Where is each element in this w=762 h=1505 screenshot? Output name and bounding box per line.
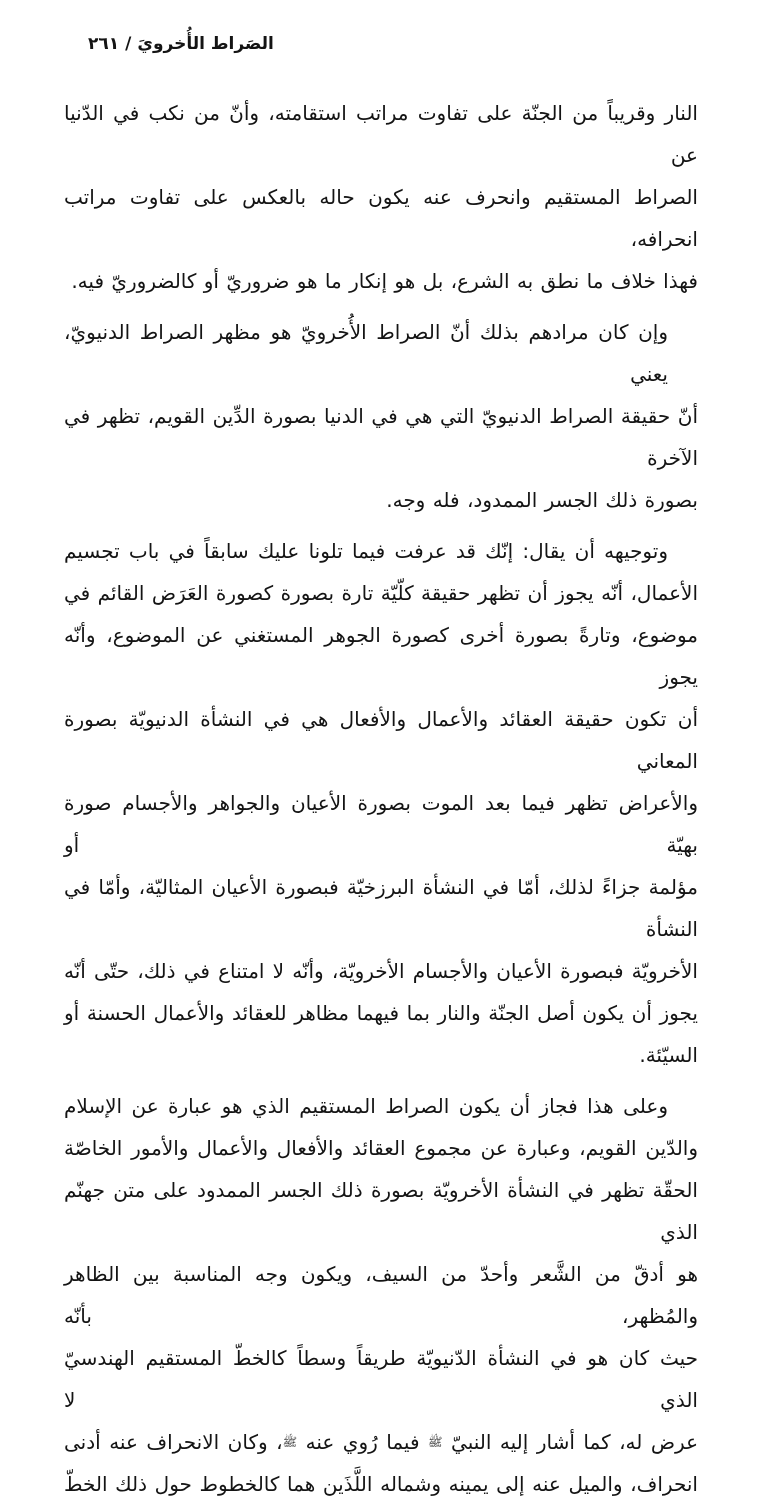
chapter-title: الصَراط الأُخرويَ xyxy=(137,34,274,54)
page-number: ٢٦١ xyxy=(88,34,120,54)
text-line: الحقّة تظهر في النشأة الأخرويّة بصورة ذلك الجسر الممدود على متن جهنّم الذي xyxy=(64,1178,698,1244)
header-separator: / xyxy=(125,34,132,54)
text-line: أن تكون حقيقة العقائد والأعمال والأفعال هي في النشأة الدنيويّة بصورة المعاني xyxy=(64,707,698,773)
text-line: والأعراض تظهر فيما بعد الموت بصورة الأعيان والجواهر والأجسام صورة بهيّة أو xyxy=(64,791,698,857)
paragraph xyxy=(64,92,698,302)
text-line: الصراط المستقيم وانحرف عنه يكون حاله بالعكس على تفاوت مراتب انحرافه، xyxy=(64,185,698,251)
body-text xyxy=(64,92,698,1505)
text-line: وإن كان مرادهم بذلك أنّ الصراط الأُخرويّ هو مظهر الصراط الدنيويّ، يعني xyxy=(64,320,668,386)
running-header xyxy=(64,34,698,54)
text-line: الأعمال، أنّه يجوز أن تظهر حقيقة كلّيّة تارة بصورة كصورة العَرَض القائم في xyxy=(64,581,698,605)
text-line: السيّئة. xyxy=(639,1043,698,1067)
paragraph xyxy=(64,1085,698,1505)
text-line: فهذا خلاف ما نطق به الشرع، بل هو إنكار ما هو ضروريّ أو كالضروريّ فيه. xyxy=(71,269,698,293)
prophet-honorific-icon: ﷺ xyxy=(428,1435,443,1449)
text-line: أنّ حقيقة الصراط الدنيويّ التي هي في الدنيا بصورة الدِّين القويم، تظهر في الآخرة xyxy=(64,404,698,470)
text-line: عرض له، كما أشار إليه النبيّ ﷺ فيما رُوي عنه ﷺ، وكان الانحراف عنه أدنى xyxy=(64,1430,699,1454)
paragraph xyxy=(64,530,698,1076)
text-line: الأخرويّة فبصورة الأعيان والأجسام الأخرويّة، وأنّه لا امتناع في ذلك، حتّى أنّه xyxy=(64,959,698,983)
text-line: النار وقريباً من الجنّة على تفاوت مراتب استقامته، وأنّ من نكب في الدّنيا عن xyxy=(64,101,698,167)
text-line: والدّين القويم، وعبارة عن مجموع العقائد والأفعال والأعمال والأمور الخاصّة xyxy=(64,1136,698,1160)
text-line: وعلى هذا فجاز أن يكون الصراط المستقيم الذي هو عبارة عن الإسلام xyxy=(64,1094,668,1118)
text-line: موضوع، وتارةً بصورة أخرى كصورة الجوهر المستغني عن الموضوع، وأنّه يجوز xyxy=(64,623,698,689)
text-line: مؤلمة جزاءً لذلك، أمّا في النشأة البرزخيّة فبصورة الأعيان المثاليّة، وأمّا في النشأة xyxy=(64,875,698,941)
paragraph xyxy=(64,311,698,521)
prophet-honorific-icon: ﷺ xyxy=(282,1435,298,1449)
text-line: وتوجيهه أن يقال: إنّك قد عرفت فيما تلونا عليك سابقاً في باب تجسيم xyxy=(64,539,668,563)
text-line: انحراف، والميل عنه إلى يمينه وشماله اللَّذَين هما كالخطوط حول ذلك الخطّ xyxy=(64,1472,698,1496)
text-line: حيث كان هو في النشأة الدّنيويّة طريقاً وسطاً كالخطّ المستقيم الهندسيّ الذي لا xyxy=(64,1346,698,1412)
text-line: يجوز أن يكون أصل الجنّة والنار بما فيهما مظاهر للعقائد والأعمال الحسنة أو xyxy=(64,1001,698,1025)
text-line: بصورة ذلك الجسر الممدود، فله وجه. xyxy=(386,488,698,512)
text-line: هو أدقّ من الشَّعر وأحدّ من السيف، ويكون وجه المناسبة بين الظاهر والمُظهر، بأنّه xyxy=(64,1262,698,1328)
